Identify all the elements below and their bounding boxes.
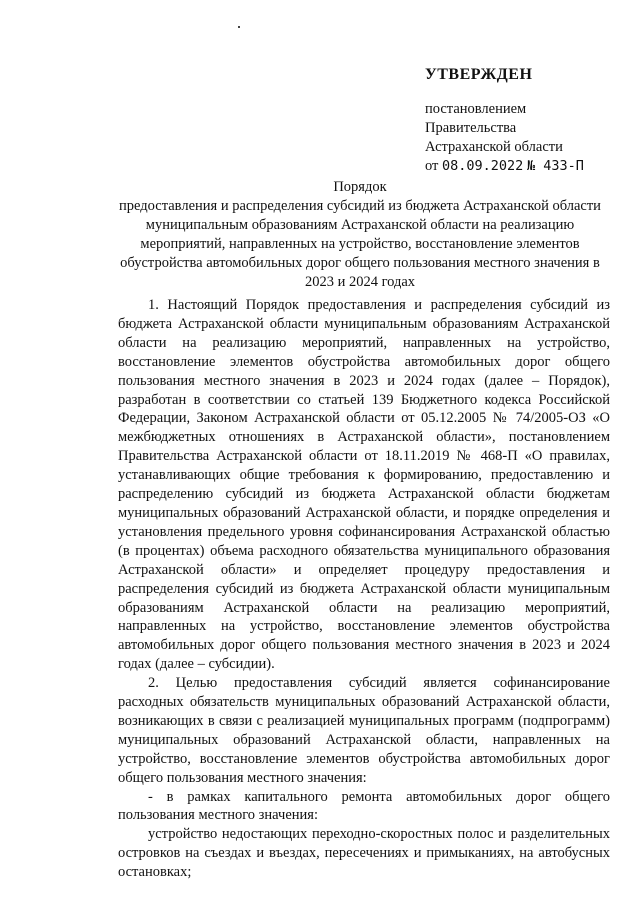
title-heading: Порядок [333, 179, 387, 195]
approval-number: № 433-П [526, 158, 584, 174]
approval-date: 08.09.2022 [442, 158, 524, 174]
approval-line-1: постановлением [425, 101, 527, 117]
approval-date-prefix: от [425, 158, 439, 174]
document-body [118, 296, 610, 882]
approval-heading: УТВЕРЖДЕН [425, 66, 533, 83]
scan-speck [238, 26, 240, 28]
approval-date-line [425, 157, 625, 176]
paragraph-2: 2. Целью предоставления субсидий является софинансирование расходных обязательств муниципальных образований Астраханской области, возникающих в связи с реализацией муниципальных программ (подпрограмм) муниципальных образований Астраханской области, направленных на устройство, восстановление элементов обустройства автомобильных дорог общего пользования местного значения: [118, 675, 610, 786]
title-subtitle: предоставления и распределения субсидий из бюджета Астраханской области муниципальным образованиям Астраханской области на реализацию мероприятий, направленных на устройство, восстановление элементов обустройства автомобильных дорог общего пользования местного значения в 2023 и 2024 годах [119, 198, 601, 290]
approval-line-3: Астраханской области [425, 139, 563, 155]
approval-stamp [425, 66, 625, 176]
document-title [110, 178, 610, 292]
paragraph-1: 1. Настоящий Порядок предоставления и распределения субсидий из бюджета Астраханской области муниципальным образованиям Астраханской области на реализацию мероприятий, направленных на устройство, восстановление элементов обустройства автомобильных дорог общего пользования местного значения в 2023 и 2024 годах (далее – Порядок), разработан в соответствии со статьей 139 Бюджетного кодекса Российской Федерации, Законом Астраханской области от 05.12.2005 № 74/2005-ОЗ «О межбюджетных отношениях в Астраханской области», постановлением Правительства Астраханской области от 18.11.2019 № 468-П «О правилах, устанавливающих общие требования к формированию, предоставлению и распределению субсидий из бюджета Астраханской области бюджетам муниципальных образований Астраханской области, и порядке определения и установления предельного уровня софинансирования Астраханской областью (в процентах) объема расходного обязательства муниципального образования Астраханской области» и определяет процедуру предоставления и распределения субсидий из бюджета Астраханской области муниципальным образованиям Астраханской области на реализацию мероприятий, направленных на устройство, восстановление элементов обустройства автомобильных дорог общего пользования местного значения в 2023 и 2024 годах (далее – субсидии). [118, 297, 610, 673]
paragraph-3: - в рамках капитального ремонта автомобильных дорог общего пользования местного значения: [118, 788, 610, 824]
approval-line-2: Правительства [425, 120, 517, 136]
paragraph-4: устройство недостающих переходно-скоростных полос и разделительных островков на съездах и въездах, пересечениях и примыканиях, на автобусных остановках; [118, 826, 610, 881]
